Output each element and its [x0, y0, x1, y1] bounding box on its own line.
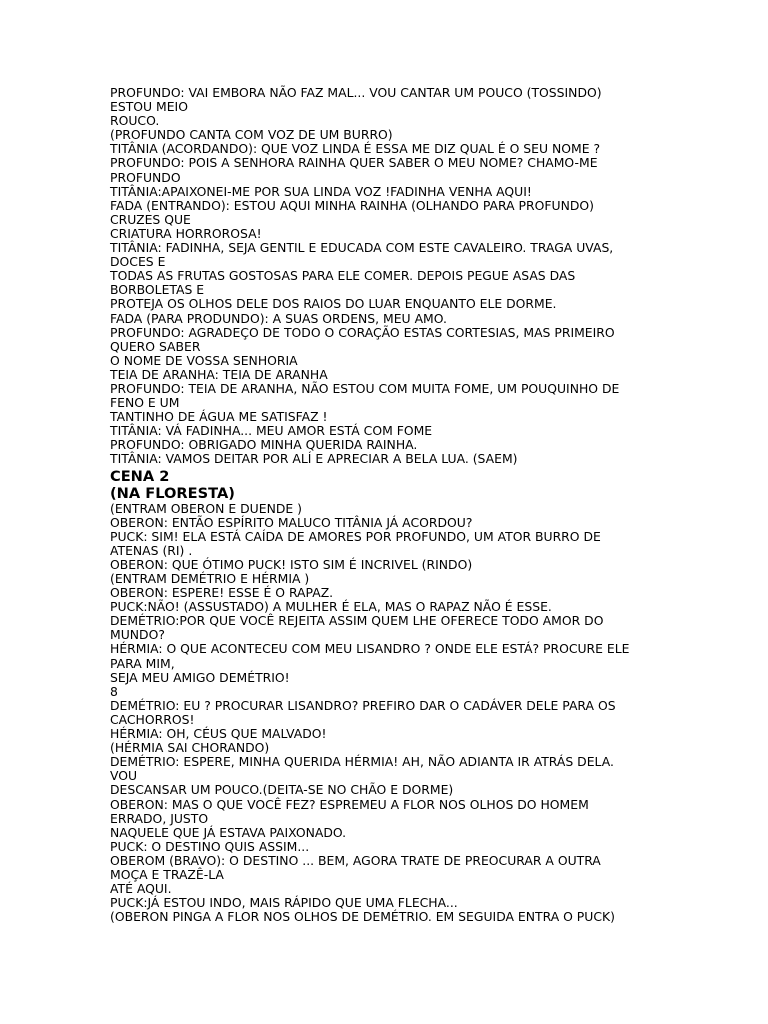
text-line: VOU	[110, 768, 138, 784]
text-line: OBERON: MAS O QUE VOCÊ FEZ? ESPREMEU A FLOR NOS OLHOS DO HOMEM	[110, 796, 589, 812]
text-line: TEIA DE ARANHA: TEIA DE ARANHA	[110, 366, 328, 382]
text-line: DOCES E	[110, 254, 166, 270]
text-line: QUERO SABER	[110, 338, 201, 354]
text-line: PUCK:NÃO! (ASSUSTADO) A MULHER É ELA, MAS O RAPAZ NÃO É ESSE.	[110, 599, 552, 615]
text-line: PUCK: SIM! ELA ESTÁ CAÍDA DE AMORES POR PROFUNDO, UM ATOR BURRO DE	[110, 528, 601, 544]
text-line: (ENTRAM DEMÉTRIO E HÉRMIA )	[110, 571, 310, 586]
text-line: ATENAS (RI) .	[110, 542, 193, 558]
text-line: TITÂNIA: VAMOS DEITAR POR ALÍ E APRECIAR A BELA LUA. (SAEM)	[110, 451, 518, 467]
text-line: NAQUELE QUE JÁ ESTAVA PAIXONADO.	[110, 824, 347, 840]
text-line: PROTEJA OS OLHOS DELE DOS RAIOS DO LUAR ENQUANTO ELE DORME.	[110, 296, 557, 312]
text-line: OBEROM (BRAVO): O DESTINO ... BEM, AGORA TRATE DE PREOCURAR A OUTRA	[110, 852, 601, 868]
text-line: TITÂNIA: VÁ FADINHA... MEU AMOR ESTÁ COM FOME	[110, 423, 433, 439]
text-line: CACHORROS!	[110, 711, 195, 727]
text-line: (OBERON PINGA A FLOR NOS OLHOS DE DEMÉTRIO. EM SEGUIDA ENTRA O PUCK)	[110, 909, 615, 925]
script-text-part1	[110, 86, 670, 467]
text-line: (PROFUNDO CANTA COM VOZ DE UM BURRO)	[110, 127, 393, 143]
text-line: ROUCO.	[110, 113, 160, 129]
text-line: OBERON: ESPERE! ESSE É O RAPAZ.	[110, 585, 334, 601]
text-line: HÉRMIA: O QUE ACONTECEU COM MEU LISANDRO ? ONDE ELE ESTÁ? PROCURE ELE	[110, 641, 630, 657]
text-line: (HÉRMIA SAI CHORANDO)	[110, 740, 270, 756]
text-line: DEMÉTRIO: EU ? PROCURAR LISANDRO? PREFIRO DAR O CADÁVER DELE PARA OS	[110, 697, 616, 713]
text-line: PUCK:JÁ ESTOU INDO, MAIS RÁPIDO QUE UMA FLECHA...	[110, 895, 458, 911]
document-page	[110, 86, 670, 924]
text-line: PROFUNDO: POIS A SENHORA RAINHA QUER SABER O MEU NOME? CHAMO-ME	[110, 155, 598, 171]
text-line: MOÇA E TRAZÊ-LA	[110, 866, 224, 882]
text-line: MUNDO?	[110, 627, 165, 643]
text-line: PARA MIM,	[110, 655, 175, 671]
text-line: SEJA MEU AMIGO DEMÉTRIO!	[110, 669, 290, 685]
text-line: TITÂNIA:APAIXONEI-ME POR SUA LINDA VOZ !FADINHA VENHA AQUI!	[110, 183, 532, 199]
text-line: CRUZES QUE	[110, 211, 191, 227]
text-line: PROFUNDO: AGRADEÇO DE TODO O CORAÇÃO ESTAS CORTESIAS, MAS PRIMEIRO	[110, 324, 615, 340]
text-line: PROFUNDO	[110, 169, 181, 185]
text-line: TODAS AS FRUTAS GOSTOSAS PARA ELE COMER. DEPOIS PEGUE ASAS DAS	[110, 268, 576, 284]
scene-heading: CENA 2	[110, 467, 170, 485]
text-line: O NOME DE VOSSA SENHORIA	[110, 352, 298, 368]
text-line: ERRADO, JUSTO	[110, 810, 209, 826]
text-line: FADA (ENTRANDO): ESTOU AQUI MINHA RAINHA (OLHANDO PARA PROFUNDO)	[110, 197, 594, 213]
text-line: FADA (PARA PRODUNDO): A SUAS ORDENS, MEU AMO.	[110, 310, 447, 326]
text-line: PROFUNDO: TEIA DE ARANHA, NÃO ESTOU COM MUITA FOME, UM POUQUINHO DE	[110, 380, 620, 396]
text-line: PROFUNDO: OBRIGADO MINHA QUERIDA RAINHA.	[110, 437, 418, 453]
text-line: TITÂNIA: FADINHA, SEJA GENTIL E EDUCADA COM ESTE CAVALEIRO. TRAGA UVAS,	[110, 240, 614, 256]
text-line: PUCK: O DESTINO QUIS ASSIM...	[110, 838, 310, 854]
text-line: DEMÉTRIO:POR QUE VOCÊ REJEITA ASSIM QUEM LHE OFERECE TODO AMOR DO	[110, 613, 604, 629]
text-line: HÉRMIA: OH, CÉUS QUE MALVADO!	[110, 726, 327, 742]
text-line: PROFUNDO: VAI EMBORA NÃO FAZ MAL... VOU CANTAR UM POUCO (TOSSINDO)	[110, 85, 602, 100]
text-line: DESCANSAR UM POUCO.(DEITA-SE NO CHÃO E DORME)	[110, 782, 454, 798]
text-line: ATÉ AQUI.	[110, 881, 172, 897]
text-line: ESTOU MEIO	[110, 99, 188, 115]
text-line: TITÂNIA (ACORDANDO): QUE VOZ LINDA É ESSA ME DIZ QUAL É O SEU NOME ?	[110, 141, 601, 157]
text-line: BORBOLETAS E	[110, 282, 205, 298]
text-line: FENO E UM	[110, 395, 180, 411]
text-line: TANTINHO DE ÁGUA ME SATISFAZ !	[110, 409, 328, 425]
text-line: DEMÉTRIO: ESPERE, MINHA QUERIDA HÉRMIA! AH, NÃO ADIANTA IR ATRÁS DELA.	[110, 754, 614, 770]
script-text-part2	[110, 502, 670, 925]
text-line: 8	[110, 683, 118, 699]
text-line: (ENTRAM OBERON E DUENDE )	[110, 500, 302, 516]
text-line: OBERON: QUE ÓTIMO PUCK! ISTO SIM É INCRIVEL (RINDO)	[110, 556, 473, 572]
text-line: OBERON: ENTÃO ESPÍRITO MALUCO TITÂNIA JÁ ACORDOU?	[110, 514, 473, 530]
text-line: CRIATURA HORROROSA!	[110, 225, 262, 241]
scene-location-heading: (NA FLORESTA)	[110, 484, 235, 502]
